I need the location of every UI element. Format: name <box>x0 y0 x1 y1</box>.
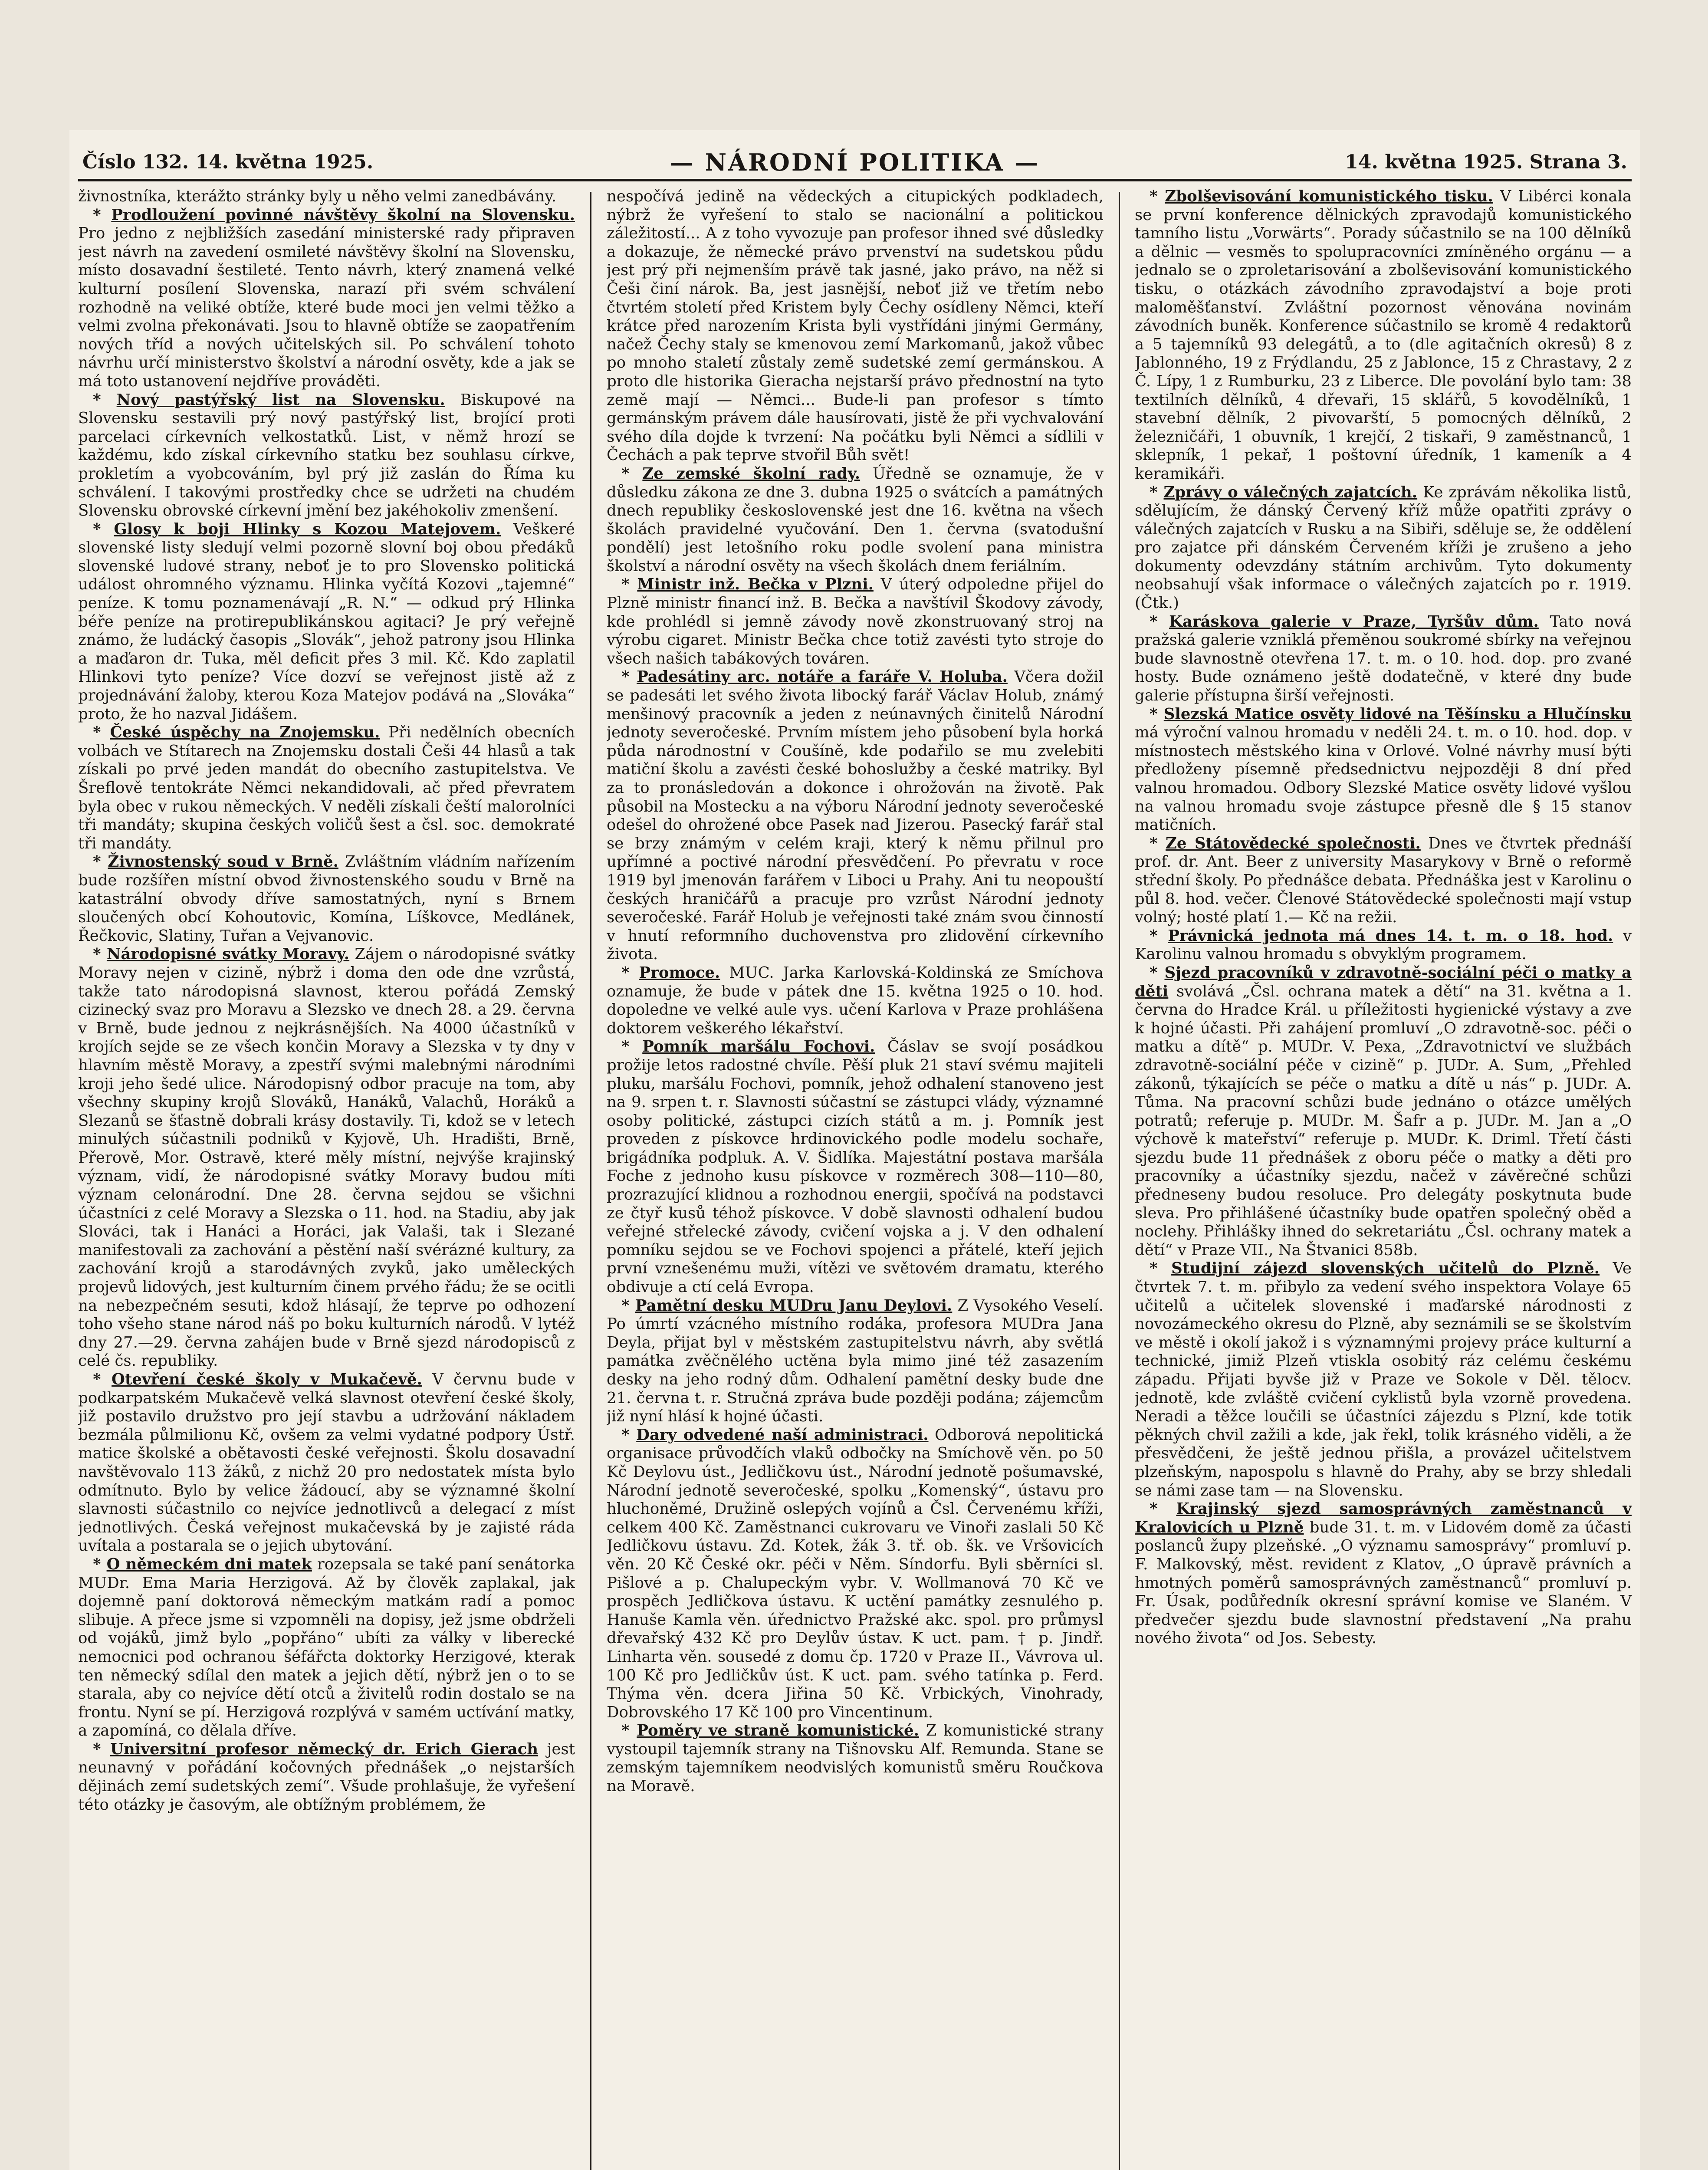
column-divider <box>1119 192 1120 2170</box>
article-title: Dary odvedené naší administraci. <box>636 1426 929 1444</box>
article-paragraph <box>78 1555 575 1740</box>
article-marker: * <box>1150 963 1165 982</box>
article-body: V červnu bude v podkarpatském Mukačevě velká slavnost otevření české školy, již postavilo družstvo pro její stavbu a udržování nákladem bezmála půlmilionu Kč, ovšem za velmi vydatné podpory Ústř. matice školské a obětavosti české veřejnosti. Školu dosavadní navštěvovalo 113 žáků, z nichž 20 pro nedostatek místa bylo odmítnuto. Bylo by velice žádoucí, aby se významné školní slavnosti súčastnilo co nejvíce jednotlivců a delegací z míst jednotlivých. Česká veřejnost mukačevská by je zajisté ráda uvítala a postarala se o jejich ubytování. <box>78 1371 575 1555</box>
columns-container <box>78 187 1632 2170</box>
article-paragraph <box>1135 483 1632 613</box>
article-body: V Libérci konala se první konference dělnických zpravodajů komunistického tamního listu „Vorwärts“. Porady súčastnilo se na 100 dělníků a dělnic — vesměs to spolupracovníci zmíněného orgánu — a jednalo se o zproletarisování a zbolševisování komunistického tisku, o otázkách závodního zpravodajství a boje proti maloměšťanství. Zvláštní pozornost věnována novinám závodních buněk. Konference súčastnilo se kromě 4 redaktorů a 5 tajemníků 93 delegátů, a to (dle agitačních okresů) 8 z Jablonného, 19 z Frýdlandu, 25 z Jablonce, 15 z Chrastavy, 2 z Č. Lípy, 1 z Rumburku, 23 z Liberce. Dle povolání bylo tam: 38 textilních dělníků, 4 dřevaři, 15 sklářů, 5 kovodělníků, 1 stavební dělník, 2 pivovarští, 5 pomocných dělníků, 2 železničáři, 1 obuvník, 1 krejčí, 2 tiskaři, 9 zaměstnanců, 1 sklepník, 1 pekař, 1 poštovní úředník, 1 kameník a 4 keramikáři. <box>1135 187 1632 483</box>
article-paragraph <box>78 187 575 206</box>
article-marker: * <box>93 206 112 224</box>
article-paragraph <box>607 668 1104 964</box>
article-body: Úředně se oznamuje, že v důsledku zákona ze dne 3. dubna 1925 o svátcích a památných dnech republiky československé jest dne 16. května na všech školách pravidelné vyučování. Den 1. června (svatodušní pondělí) jest letošního roku podle svolení pana ministra školství a národní osvěty na všech školách dnem feriálním. <box>607 464 1104 575</box>
article <box>1135 613 1632 705</box>
article <box>1135 964 1632 1260</box>
article-paragraph <box>78 520 575 724</box>
article-marker: * <box>1150 1259 1172 1278</box>
article-paragraph <box>78 945 575 1371</box>
article-title: Promoce. <box>639 963 720 982</box>
column-2 <box>607 187 1104 2170</box>
article-title: Živnostenský soud v Brně. <box>108 853 338 871</box>
article <box>1135 483 1632 613</box>
article-title: Ministr inž. Bečka v Plzni. <box>637 575 874 594</box>
article-marker: * <box>1150 705 1164 723</box>
article <box>607 964 1104 1038</box>
article <box>1135 187 1632 483</box>
article-body: nespočívá jedině na vědeckých a citupických podkladech, nýbrž že vyřešení to stalo se nacionální a politickou záležitostí... A z toho vyvozuje pan profesor ihned své důsledky a dokazuje, že německé právo prvenství na sudetskou půdu jest prý při nejmenším právě tak jasné, jako právo, na něž si Češi činí nárok. Ba, jest jasnější, neboť již ve třetím nebo čtvrtém století před Kristem byly Čechy osídleny Němci, kteří krátce před narozením Krista byli vystřídáni jinými Germány, načež Čechy staly se kmenovou zemí Markomanů, jakož vůbec po mnoho staletí zůstaly země sudetské zemí germánskou. A proto dle historika Gieracha nejstarší právo přednostní na tyto země mají — Němci... Bude-li pan profesor s tímto germánským právem dále hausírovati, jistě že při vychvalování svého díla dojde k tvrzení: Na počátku byli Němci a sídlili v Čechách a pak teprve stvořil Bůh svět! <box>607 187 1104 464</box>
article-paragraph <box>1135 927 1632 964</box>
article-body: Veškeré slovenské listy sledují velmi pozorně slovní boj obou předáků slovenské ludové strany, neboť je to pro Slovensko politická událost ohromného významu. Hlinka vyčítá Kozovi „tajemné“ peníze. K tomu poznamenávají „R. N.“ — odkud prý Hlinka béře peníze na protirepublikánskou agitaci? Je prý veřejně známo, že ludácký časopis „Slovák“, jehož patrony jsou Hlinka a maďaron dr. Tuka, měl deficit přes 3 mil. Kč. Kdo zaplatil Hlinkovi tyto peníze? Více dozví se veřejnost jistě až z projednávání žaloby, kterou Koza Matejov podává na „Slováka“ proto, že ho nazval Jidášem. <box>78 520 575 723</box>
article-paragraph <box>1135 187 1632 483</box>
date-page-number: 14. května 1925. Strana 3. <box>1345 151 1627 173</box>
article-body: Zvláštním vládním nařízením bude rozšířen místní obvod živnostenského soudu v Brně na katastrální obvody dříve samostatných, nyní s Brnem sloučených obcí Kohoutovic, Komína, Líškovce, Medlánek, Řečkovic, Slatiny, Tuřan a Vejvanovic. <box>78 853 575 945</box>
masthead-title: — NÁRODNÍ POLITIKA — <box>670 148 1040 176</box>
article-body: Zájem o národopisné svátky Moravy nejen v cizině, nýbrž i doma den ode dne vzrůstá, takže tato národopisná slavnost, kterou pořádá Zemský cizinecký svaz pro Moravu a Slezsko ve dnech 28. a 29. června v Brně, bude jednou z nejkrásnějších. Na 4000 účastníků v krojích sejde se ze všech končin Moravy a Slezska v ty dny v hlavním městě Moravy, a zpestří svými malebnými národními kroji jeho šedé ulice. Národopisný odbor pracuje na tom, aby všechny skupiny krojů Slováků, Hanáků, Valachů, Horáků a Slezanů se šťastně dobrali krásy dostavily. Ti, kdož se v letech minulých súčastnili podniků v Kyjově, Uh. Hradišti, Brně, Přerově, Mor. Ostravě, které měly místní, nejvýše krajinský význam, vidí, že národopisné svátky Moravy budou míti význam celonárodní. Dne 28. června sejdou se všichni účastníci z celé Moravy a Slezska o 11. hod. na Stadiu, aby jak Slováci, tak i Hanáci a Horáci, jak Valaši, tak i Slezané manifestovali za zachování a pěstění naší svérázné kultury, za zachování krojů a starodávných zvyků, jako uměleckých projevů lidových, jest kulturním činem prvého řádu; že se ocitli na nebezpečném sesuti, kdož hlásají, že teprve po odhození toho všeho stane národ náš po boku kulturních národů. V lytéž dny 27.—29. června zahájen bude v Brně sjezd národopisců z celé čs. republiky. <box>78 945 575 1370</box>
article-title: Sjezd pracovníků v zdravotně-sociální péči o matky a děti <box>1135 963 1632 1000</box>
article-marker: * <box>1150 483 1164 501</box>
article-body: Z Vysokého Veselí. Po úmrtí vzácného místního rodáka, profesora MUDra Jana Deyla, přijat byl v městském zastupitelstvu návrh, aby světlá památka zvěčnělého uctěna byla mimo jiné též zasazením desky na jeho rodný dům. Odhalení pamětní desky bude dne 21. června t. r. Stručná zpráva bude později podána; zájemcům již nyní hlásí k hojné účasti. <box>607 1296 1104 1426</box>
article-body: Pro jedno z nejbližších zasedání ministerské rady připraven jest návrh na zavedení osmileté návštěvy školní na Slovensku, místo dosavadní šestileté. Tento návrh, který znamená velké kulturní posílení Slovenska, narazí při svém schválení rozhodně na veliké obtíže, které bude moci jen velmi těžko a velmi zvolna překonávati. Jsou to hlavně obtíže se zaopatřením nových tříd a nových učitelských sil. Po schválení tohoto návrhu určí ministerstvo školství a národní osvěty, kde a jak se má toto ustanovení nejdříve prováděti. <box>78 224 575 390</box>
article-title: Ze zemské školní rady. <box>642 464 861 483</box>
article-paragraph <box>78 1740 575 1814</box>
issue-number-date: Číslo 132. 14. května 1925. <box>82 151 374 173</box>
article <box>78 945 575 1371</box>
article <box>607 1297 1104 1426</box>
article <box>78 1555 575 1740</box>
article-paragraph <box>607 964 1104 1038</box>
article-marker: * <box>93 520 114 538</box>
article <box>1135 705 1632 835</box>
article-body: živnostníka, kterážto stránky byly u něho velmi zanedbávány. <box>78 187 556 205</box>
article-marker: * <box>93 945 107 963</box>
article-paragraph <box>1135 835 1632 927</box>
article-marker: * <box>93 1371 112 1388</box>
article <box>607 668 1104 964</box>
article-paragraph <box>607 1297 1104 1426</box>
column-divider <box>590 192 591 2170</box>
article <box>78 206 575 391</box>
article-body: jest neunavný v pořádání kočovných přednášek „o nejstarších dějinách zemí sudetských zemí“. Všude prohlašuje, že vyřešení této otázky je časovým, ale obtížným problémem, že <box>78 1740 575 1814</box>
article-title: Padesátiny arc. notáře a faráře V. Holuba. <box>637 668 1008 686</box>
article-paragraph <box>607 1426 1104 1722</box>
article-paragraph <box>607 187 1104 465</box>
article-marker: * <box>621 963 639 982</box>
article-marker: * <box>621 1296 635 1315</box>
article <box>607 1426 1104 1722</box>
newspaper-page <box>69 130 1640 2170</box>
article-title: Zbolševisování komunistického tisku. <box>1165 187 1493 205</box>
article-body: Při nedělních obecních volbách ve Stítarech na Znojemsku dostali Češi 44 hlasů a tak získali po prvé jeden mandát do obecního zastupitelstva. Ve Šreflově tentokráte Němci nekandidovali, ač před převratem byla obec v rukou německých. V neděli získali čeští malorolníci tři mandáty; skupina českých voličů šest a čsl. soc. demokraté tři mandáty. <box>78 723 575 852</box>
header-rule <box>78 179 1632 181</box>
article-marker: * <box>1150 187 1165 205</box>
article-body: V úterý odpoledne přijel do Plzně ministr financí inž. B. Bečka a navštívil Škodovy závody, kde prohlédl si jemně závody nově zkonstruovaný stroj na výrobu cigaret. Ministr Bečka chce totiž zavésti tyto stroje do všech našich tabákových továren. <box>607 575 1104 667</box>
article-body: rozepsala se také paní senátorka MUDr. Ema Maria Herzigová. Až by člověk zaplakal, jak dojemně paní doktorová německým matkám radí a pomoc slibuje. A přece jsme si vzpomněli na dopisy, jež jsme obdrželi od vojáků, jimž bylo „popřáno“ ubíti za války v liberecké nemocnici pod ochranou šéfářcta doktorky Herzigové, kterak ten německý sdílal den matek a jejich dětí, nýbrž jen o to se starala, aby co nejvíce dětí otců a živitelů rodin dostalo se na frontu. Nyní se pí. Herzigová rozplývá v samém uctívání matky, a zapomíná, co dělala dříve. <box>78 1555 575 1740</box>
article-marker: * <box>1150 1500 1176 1518</box>
article-paragraph <box>78 853 575 945</box>
article-body: Ve čtvrtek 7. t. m. přibylo za vedení svého inspektora Volaye 65 učitelů a učitelek slovenské i maďarské národnosti z novozámeckého okresu do Plzně, aby seznámili se se školstvím ve městě i okolí jakož i s významnými projevy práce kulturní a technické, jimiž Plzeň vtiskla osobitý ráz celému českému západu. Přijati byvše již v Praze ve Sokole v Děl. tělocv. jednotě, kde zvláště cvičení cyklistů byla vzorně provedena. Neradi a těžce loučili se účastníci zájezdu s Plzní, kde totik pěkných chvil zažili a kde, jak řekl, tolik krásného viděli, a že přesvědčeni, že ještě jednou přišla, a provázel učitelstvem plzeňským, napospolu s hlavně do Prahy, aby se brzy shledali se námi zase tam — na Slovensku. <box>1135 1259 1632 1499</box>
article-paragraph <box>78 1371 575 1555</box>
article-title: Pomník maršálu Fochovi. <box>642 1038 875 1056</box>
article-marker: * <box>1150 927 1168 945</box>
article <box>1135 927 1632 964</box>
article-title: Nový pastýřský list na Slovensku. <box>116 391 445 409</box>
article <box>78 391 575 520</box>
article-marker: * <box>1150 612 1169 631</box>
article-marker: * <box>621 1722 637 1740</box>
article-title: Universitní profesor německý dr. Erich Gierach <box>110 1740 539 1758</box>
article-body: MUC. Jarka Karlovská-Koldinská ze Smíchova oznamuje, že bude v pátek dne 15. května 1925 o 10. hod. dopoledne ve velké aule vys. učení Karlova v Praze prohlášena doktorem veškerého lékařství. <box>607 963 1104 1037</box>
article-paragraph <box>1135 964 1632 1260</box>
article-title: Národopisné svátky Moravy. <box>106 945 350 963</box>
article <box>78 187 575 206</box>
article-body: Biskupové na Slovensku sestavili prý nový pastýřský list, brojící proti parcelaci církevních velkostatků. List, v němž hrozí se každému, kdo získal církevního statku bez souhlasu církve, prokletím a vyobcováním, byl prý již zaslán do Říma ku schválení. I takovými prostředky chce se udržeti na chudém Slovensku obrovské církevní jmění bez jakéhokoliv zmenšení. <box>78 391 575 520</box>
article <box>607 465 1104 576</box>
article-marker: * <box>93 723 110 742</box>
article-paragraph <box>1135 705 1632 835</box>
article <box>78 853 575 945</box>
article-title: Prodloužení povinné návštěvy školní na Slovensku. <box>111 206 575 224</box>
article-paragraph <box>78 391 575 520</box>
article-title: Zprávy o válečných zajatcích. <box>1163 483 1418 501</box>
page-header <box>69 147 1640 181</box>
article-marker: * <box>1150 834 1166 852</box>
article-marker: * <box>621 464 643 483</box>
article-body: svolává „Čsl. ochrana matek a dětí“ na 31. května a 1. června do Hradce Král. u příležitosti hygienické výstavy a zve k hojné účasti. Při zahájení promluví „O zdravotně-soc. péči o matku a dítě“ p. MUDr. V. Pexa, „Zdravotnictví ve službách zdravotně-sociální péče v cizině“ p. JUDr. A. Sum, „Přehled zákonů, týkajících se péče o matku a dítě u nás“ p. JUDr. A. Tůma. Na pracovní schůzi bude jednáno o otázce umělých potratů; referuje p. MUDr. M. Šafr a p. JUDr. M. Jan a „O výchově k mateřství“ referuje p. MUDr. K. Driml. Třetí části sjezdu bude 11 přednášek z oboru péče o matky a děti pro pracovníky a účastníky sjezdu, načež v závěrečné schůzi předneseny budou resoluce. Pro delegáty poskytnuta bude sleva. Pro přihlášené účastníky bude opatřen společný oběd a noclehy. Přihlášky ihned do sekretariátu „Čsl. ochrany matek a dětí“ v Praze VII., Na Štvanici 858b. <box>1135 982 1632 1259</box>
article-body: bude 31. t. m. v Lidovém domě za účasti poslanců župy plzeňské. „O významu samosprávy“ promluví p. F. Malkovský, měst. revident z Klatov, „O úpravě právních a hmotných poměrů samosprávných zaměstnanců“ promluví p. Fr. Úsak, podůředník okresní správní komise ve Slaném. V předvečer sjezdu bude slavnostní představení „Na prahu nového života“ od Jos. Sebesty. <box>1135 1518 1632 1647</box>
article-marker: * <box>93 391 117 409</box>
article-body: má výroční valnou hromadu v neděli 24. t. m. o 10. hod. dop. v místnostech městského kina v Orlové. Volné návrhy musí býti předloženy písemně předsednictvu nejpozději 8 dní před valnou hromadou. Odbory Slezské Matice osvěty lidové vyšlou na valnou hromadu svoje zástupce přesně dle § 15 stanov matičních. <box>1135 723 1632 834</box>
article-title: Právnická jednota má dnes 14. t. m. o 18. hod. <box>1168 927 1613 945</box>
article <box>1135 1259 1632 1500</box>
article-paragraph <box>1135 613 1632 705</box>
article-title: Otevření české školy v Mukačevě. <box>112 1371 422 1388</box>
article <box>78 1740 575 1814</box>
article-title: Karáskova galerie v Praze, Tyršův dům. <box>1169 612 1539 631</box>
article-paragraph <box>607 1722 1104 1795</box>
article-body: Tato nová pražská galerie vzniklá přeměnou soukromé sbírky na veřejnou bude slavnostně otevřena 17. t. m. o 10. hod. dop. pro zvané hosty. Bude oznámeno ještě dodatečně, v které dny bude galerie přístupna širší veřejnosti. <box>1135 612 1632 705</box>
article <box>607 575 1104 668</box>
article-body: Dnes ve čtvrtek přednáší prof. dr. Ant. Beer z university Masarykovy v Brně o reformě střední školy. Po přednášce debata. Přednáška jest v Karolinu o půl 8. hod. večer. Členové Státovědecké společnosti mají vstup volný; hosté platí 1.— Kč na režii. <box>1135 834 1632 927</box>
article-title: Krajinský sjezd samosprávných zaměstnanců v Kralovicích u Plzně <box>1135 1500 1632 1536</box>
article-title: O německém dni matek <box>106 1555 312 1573</box>
article-body: Čáslav se svojí posádkou prožije letos radostné chvíle. Pěší pluk 21 staví svému majiteli pluku, maršálu Fochovi, pomník, jehož odhalení stanoveno jest na 9. srpen t. r. Slavnosti súčastní se zástupci vlády, významné osoby politické, zástupci cizích států a m. j. Pomník jest proveden z pískovce hrdinovického podle modelu sochaře, brigádníka podpluk. A. V. Šidlíka. Majestátní postava maršála Foche z jednoho kusu pískovce v rozměrech 308—110—80, prozrazující klidnou a rozhodnou energii, spočívá na podstavci ze čtyř kusů téhož pískovce. V době slavnosti odhalení budou veřejné střelecké závody, cvičení vojska a j. V den odhalení pomníku sejdou se ve Fochovi spojenci a přátelé, kteří jejich první vznešenému muži, vítězi ve světovém dramatu, kterého obdivuje a ctí celá Evropa. <box>607 1038 1104 1296</box>
article-title: Poměry ve straně komunistické. <box>637 1722 919 1740</box>
article <box>607 187 1104 465</box>
article-title: Ze Státovědecké společnosti. <box>1166 834 1421 852</box>
article <box>607 1038 1104 1296</box>
article-marker: * <box>93 1740 110 1758</box>
article <box>78 520 575 724</box>
article <box>78 1371 575 1555</box>
article-title: Pamětní desku MUDru Janu Deylovi. <box>635 1296 953 1315</box>
article-marker: * <box>93 1555 107 1573</box>
column-1 <box>78 187 575 2170</box>
article-body: Z komunistické strany vystoupil tajemník strany na Tišnovsku Alf. Remunda. Stane se zemským tajemníkem neodvislých komunistů směru Roučkova na Moravě. <box>607 1722 1104 1795</box>
article-paragraph <box>78 723 575 853</box>
article-paragraph <box>607 1038 1104 1296</box>
article-body: Odborová nepolitická organisace průvodčích vlaků odbočky na Smíchově věn. po 50 Kč Deylovu úst., Jedličkovu úst., Národní jednotě pošumavské, Národní jednotě severočeské, spolku „Komenský“, ústavu pro hluchoněmé, Družině oslepých vojínů a Čsl. Červenému kříži, celkem 400 Kč. Zaměstnanci cukrovaru ve Vinoři zaslali 50 Kč Jedličkovu ústavu. Zd. Kotek, žák 3. tř. ob. šk. ve Vršovicích věn. 20 Kč České okr. péči v Něm. Síndorfu. Byli sběrníci sl. Pišlové a p. Chalupeckým vybr. V. Wollmanová 70 Kč ve prospěch Jedličkova ústavu. K uctění památky zesnulého p. Hanuše Kamla věn. úřednictvo Pražské akc. spol. pro průmysl dřevařský 432 Kč pro Deylův ústav. K uct. pam. † p. Jindř. Linharta věn. sousedé z domu čp. 1720 v Praze II., Vávrova ul. 100 Kč pro Jedličkův úst. K uct. pam. svého tatínka p. Ferd. Thýma věn. dcera Jiřina 50 Kč. Vrbických, Vinohrady, Dobrovského 17 Kč 100 pro Vincentinum. <box>607 1426 1104 1721</box>
article-body: v Karolinu valnou hromadu s obvyklým programem. <box>1135 927 1632 963</box>
article-paragraph <box>78 206 575 391</box>
article-paragraph <box>607 575 1104 668</box>
article-paragraph <box>607 465 1104 576</box>
article-paragraph <box>1135 1500 1632 1648</box>
article-body: Ke zprávám několika listů, sdělujícím, že dánský Červený kříž může opatřiti zprávy o válečných zajatcích v Rusku a na Sibiři, sděluje se, že oddělení pro zajatce při dánském Červeném kříži je zrušeno a jeho dokumenty odevzdány státním archivům. Tyto dokumenty neobsahují však informace o válečných zajatcích po r. 1919. (Čtk.) <box>1135 483 1632 612</box>
article-title: Glosy k boji Hlinky s Kozou Matejovem. <box>114 520 501 538</box>
article <box>78 723 575 853</box>
article <box>1135 835 1632 927</box>
article <box>1135 1500 1632 1648</box>
article-marker: * <box>621 1426 637 1444</box>
article-marker: * <box>621 1038 643 1056</box>
article-paragraph <box>1135 1259 1632 1500</box>
article-title: České úspěchy na Znojemsku. <box>110 723 380 742</box>
article-title: Studijní zájezd slovenských učitelů do Plzně. <box>1171 1259 1600 1278</box>
article-body: Včera dožil se padesáti let svého života libocký farář Václav Holub, známý menšinový pracovník a jeden z neúnavných činitelů Národní jednoty severočeské. Prvním místem jeho působení byla horká půda národnostní v Coušíně, kde podařilo se mu zvelebiti matiční školu a zavésti české bohoslužby a české matriky. Byl za to pronásledován a dokonce i ohrožován na životě. Pak působil na Mostecku a na výboru Národní jednoty severočeské odešel do ohrožené obce Pasek nad Jizerou. Pasecký farář stal se brzy známým v celém kraji, který k němu přilnul pro upřímné a poctivé národní přesvědčení. Po převratu v roce 1919 byl jmenován farářem v Liboci u Prahy. Ani tu neopouští českých hraničářů a pracuje pro vzrůst Národní jednoty severočeské. Farář Holub je veřejnosti také znám svou činností v hnutí reformního duchovenstva pro zlidovění církevního života. <box>607 668 1104 963</box>
article-title: Slezská Matice osvěty lidové na Těšínsku a Hlučínsku <box>1163 705 1632 723</box>
article <box>607 1722 1104 1795</box>
article-marker: * <box>93 853 108 871</box>
article-marker: * <box>621 668 637 686</box>
article-marker: * <box>621 575 637 594</box>
column-3 <box>1135 187 1632 2170</box>
